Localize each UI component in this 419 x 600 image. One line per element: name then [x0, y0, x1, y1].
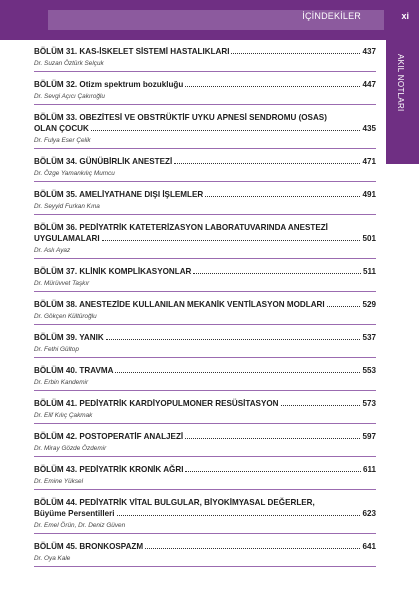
- toc-entry-title: BÖLÜM 41. PEDİYATRİK KARDİYOPULMONER RESÜSİTASYON: [34, 399, 279, 408]
- toc-entry-page: 611: [362, 465, 376, 474]
- toc-entry-author: Dr. Mürüvvet Taşkır: [34, 280, 90, 287]
- toc-entry-page: 501: [362, 234, 376, 243]
- toc-entry-row: [34, 398, 376, 409]
- toc-entry-title: OLAN ÇOCUK: [34, 124, 89, 133]
- toc-entry-title: BÖLÜM 45. BRONKOSPAZM: [34, 542, 144, 551]
- toc-entry-row: [34, 365, 376, 376]
- toc-entry[interactable]: [34, 222, 376, 259]
- toc-entry-title-line1: BÖLÜM 36. PEDİYATRİK KATETERİZASYON LABORATUVARINDA ANESTEZİ: [34, 223, 328, 232]
- toc-entry-row: [34, 266, 376, 277]
- dot-leader: [117, 515, 361, 516]
- toc-entry-title: BÖLÜM 37. KLİNİK KOMPLİKASYONLAR: [34, 267, 192, 276]
- toc-entry-author: Dr. Gökçen Kültüroğlu: [34, 313, 97, 320]
- toc-entry-title: UYGULAMALARI: [34, 234, 100, 243]
- toc-entry[interactable]: [34, 464, 376, 490]
- toc-entry-row: [34, 332, 376, 343]
- toc-entry[interactable]: [34, 299, 376, 325]
- toc-entry-title: BÖLÜM 32. Otizm spektrum bozukluğu: [34, 80, 184, 89]
- dot-leader: [281, 405, 361, 406]
- toc-entry[interactable]: [34, 46, 376, 72]
- toc-entry-page: 553: [362, 366, 376, 375]
- toc-entry-author: Dr. Miray Gözde Özdemir: [34, 445, 107, 452]
- toc-entry[interactable]: [34, 365, 376, 391]
- dot-leader: [185, 438, 360, 439]
- toc-entry-page: 641: [362, 542, 376, 551]
- toc-entry-title: BÖLÜM 39. YANIK: [34, 333, 104, 342]
- toc-entry-title: BÖLÜM 34. GÜNÜBİRLİK ANESTEZİ: [34, 157, 173, 166]
- toc-entry-page: 511: [362, 267, 376, 276]
- side-tab-label: AKIL NOTLARI: [396, 54, 405, 112]
- dot-leader: [145, 548, 360, 549]
- toc-entry-row: [34, 431, 376, 442]
- header-page-number: xi: [401, 11, 409, 21]
- toc-entry-author: Dr. Aslı Ayaz: [34, 247, 71, 254]
- dot-leader: [205, 196, 360, 197]
- toc-entry-page: 537: [362, 333, 376, 342]
- dot-leader: [91, 130, 361, 131]
- toc-entry-row: [34, 156, 376, 167]
- dot-leader: [185, 86, 360, 87]
- toc-entry[interactable]: [34, 398, 376, 424]
- dot-leader: [106, 339, 361, 340]
- dot-leader: [174, 163, 360, 164]
- toc-entry[interactable]: [34, 189, 376, 215]
- toc-entry-page: 471: [362, 157, 376, 166]
- toc-entry-row: [34, 464, 376, 475]
- toc-entry-page: 623: [362, 509, 376, 518]
- toc-entry-author: Dr. Fethi Gültop: [34, 346, 79, 353]
- toc-entry-author: Dr. Emel Örün, Dr. Deniz Güven: [34, 522, 126, 529]
- toc-entry-title: BÖLÜM 42. POSTOPERATİF ANALJEZİ: [34, 432, 184, 441]
- toc-entry-page: 529: [362, 300, 376, 309]
- toc-entry[interactable]: [34, 156, 376, 182]
- dot-leader: [185, 471, 360, 472]
- toc-entry-page: 447: [362, 80, 376, 89]
- toc-entry-page: 437: [362, 47, 376, 56]
- toc-entry-page: 435: [362, 124, 376, 133]
- toc-entry-page: 491: [362, 190, 376, 199]
- toc-entry-row: [34, 189, 376, 200]
- toc-entry[interactable]: [34, 332, 376, 358]
- toc-entry-author: Dr. Seyyid Furkan Kına: [34, 203, 100, 210]
- toc-entry-title-line1: BÖLÜM 44. PEDİYATRİK VİTAL BULGULAR, BİYOKİMYASAL DEĞERLER,: [34, 498, 315, 507]
- table-of-contents: [34, 46, 376, 567]
- toc-entry[interactable]: [34, 79, 376, 105]
- toc-entry-title: Büyüme Persentilleri: [34, 509, 115, 518]
- toc-entry[interactable]: [34, 266, 376, 292]
- side-tab: [386, 40, 419, 164]
- toc-entry-author: Dr. Özge Yamankılıç Mumcu: [34, 170, 115, 177]
- toc-entry-author: Dr. Erbin Kandemir: [34, 379, 89, 386]
- header-bar: [0, 0, 419, 40]
- toc-entry-title: BÖLÜM 38. ANESTEZİDE KULLANILAN MEKANİK VENTİLASYON MODLARI: [34, 300, 325, 309]
- toc-entry-row: [34, 46, 376, 57]
- dot-leader: [231, 53, 360, 54]
- dot-leader: [115, 372, 360, 373]
- toc-entry[interactable]: [34, 431, 376, 457]
- toc-entry-row: [34, 123, 376, 134]
- toc-entry-page: 573: [362, 399, 376, 408]
- toc-entry-title: BÖLÜM 35. AMELİYATHANE DIŞI İŞLEMLER: [34, 190, 204, 199]
- toc-entry-author: Dr. Elif Kılıç Çakmak: [34, 412, 93, 419]
- toc-entry-row: [34, 79, 376, 90]
- header-title: İÇİNDEKİLER: [302, 11, 361, 21]
- toc-entry[interactable]: [34, 112, 376, 149]
- toc-entry-row: [34, 541, 376, 552]
- dot-leader: [102, 240, 361, 241]
- toc-entry-title: BÖLÜM 40. TRAVMA: [34, 366, 114, 375]
- toc-entry-row: [34, 508, 376, 519]
- toc-entry-title: BÖLÜM 31. KAS-İSKELET SİSTEMİ HASTALIKLARI: [34, 47, 230, 56]
- toc-entry-author: Dr. Emine Yüksel: [34, 478, 84, 485]
- toc-entry-author: Dr. Sevgi Açıcı Çakıroğlu: [34, 93, 105, 100]
- toc-entry-author: Dr. Oya Kale: [34, 555, 71, 562]
- toc-entry-row: [34, 233, 376, 244]
- toc-entry-author: Dr. Suzan Öztürk Selçuk: [34, 60, 104, 67]
- dot-leader: [193, 273, 361, 274]
- toc-entry-row: [34, 299, 376, 310]
- dot-leader: [327, 306, 361, 307]
- toc-entry[interactable]: [34, 541, 376, 567]
- toc-entry-author: Dr. Fulya Eser Çelik: [34, 137, 91, 144]
- toc-entry-page: 597: [362, 432, 376, 441]
- toc-entry-title: BÖLÜM 43. PEDİYATRİK KRONİK AĞRI: [34, 465, 184, 474]
- toc-entry[interactable]: [34, 497, 376, 534]
- toc-entry-title-line1: BÖLÜM 33. OBEZİTESİ VE OBSTRÜKTİF UYKU APNESİ SENDROMU (OSAS): [34, 113, 327, 122]
